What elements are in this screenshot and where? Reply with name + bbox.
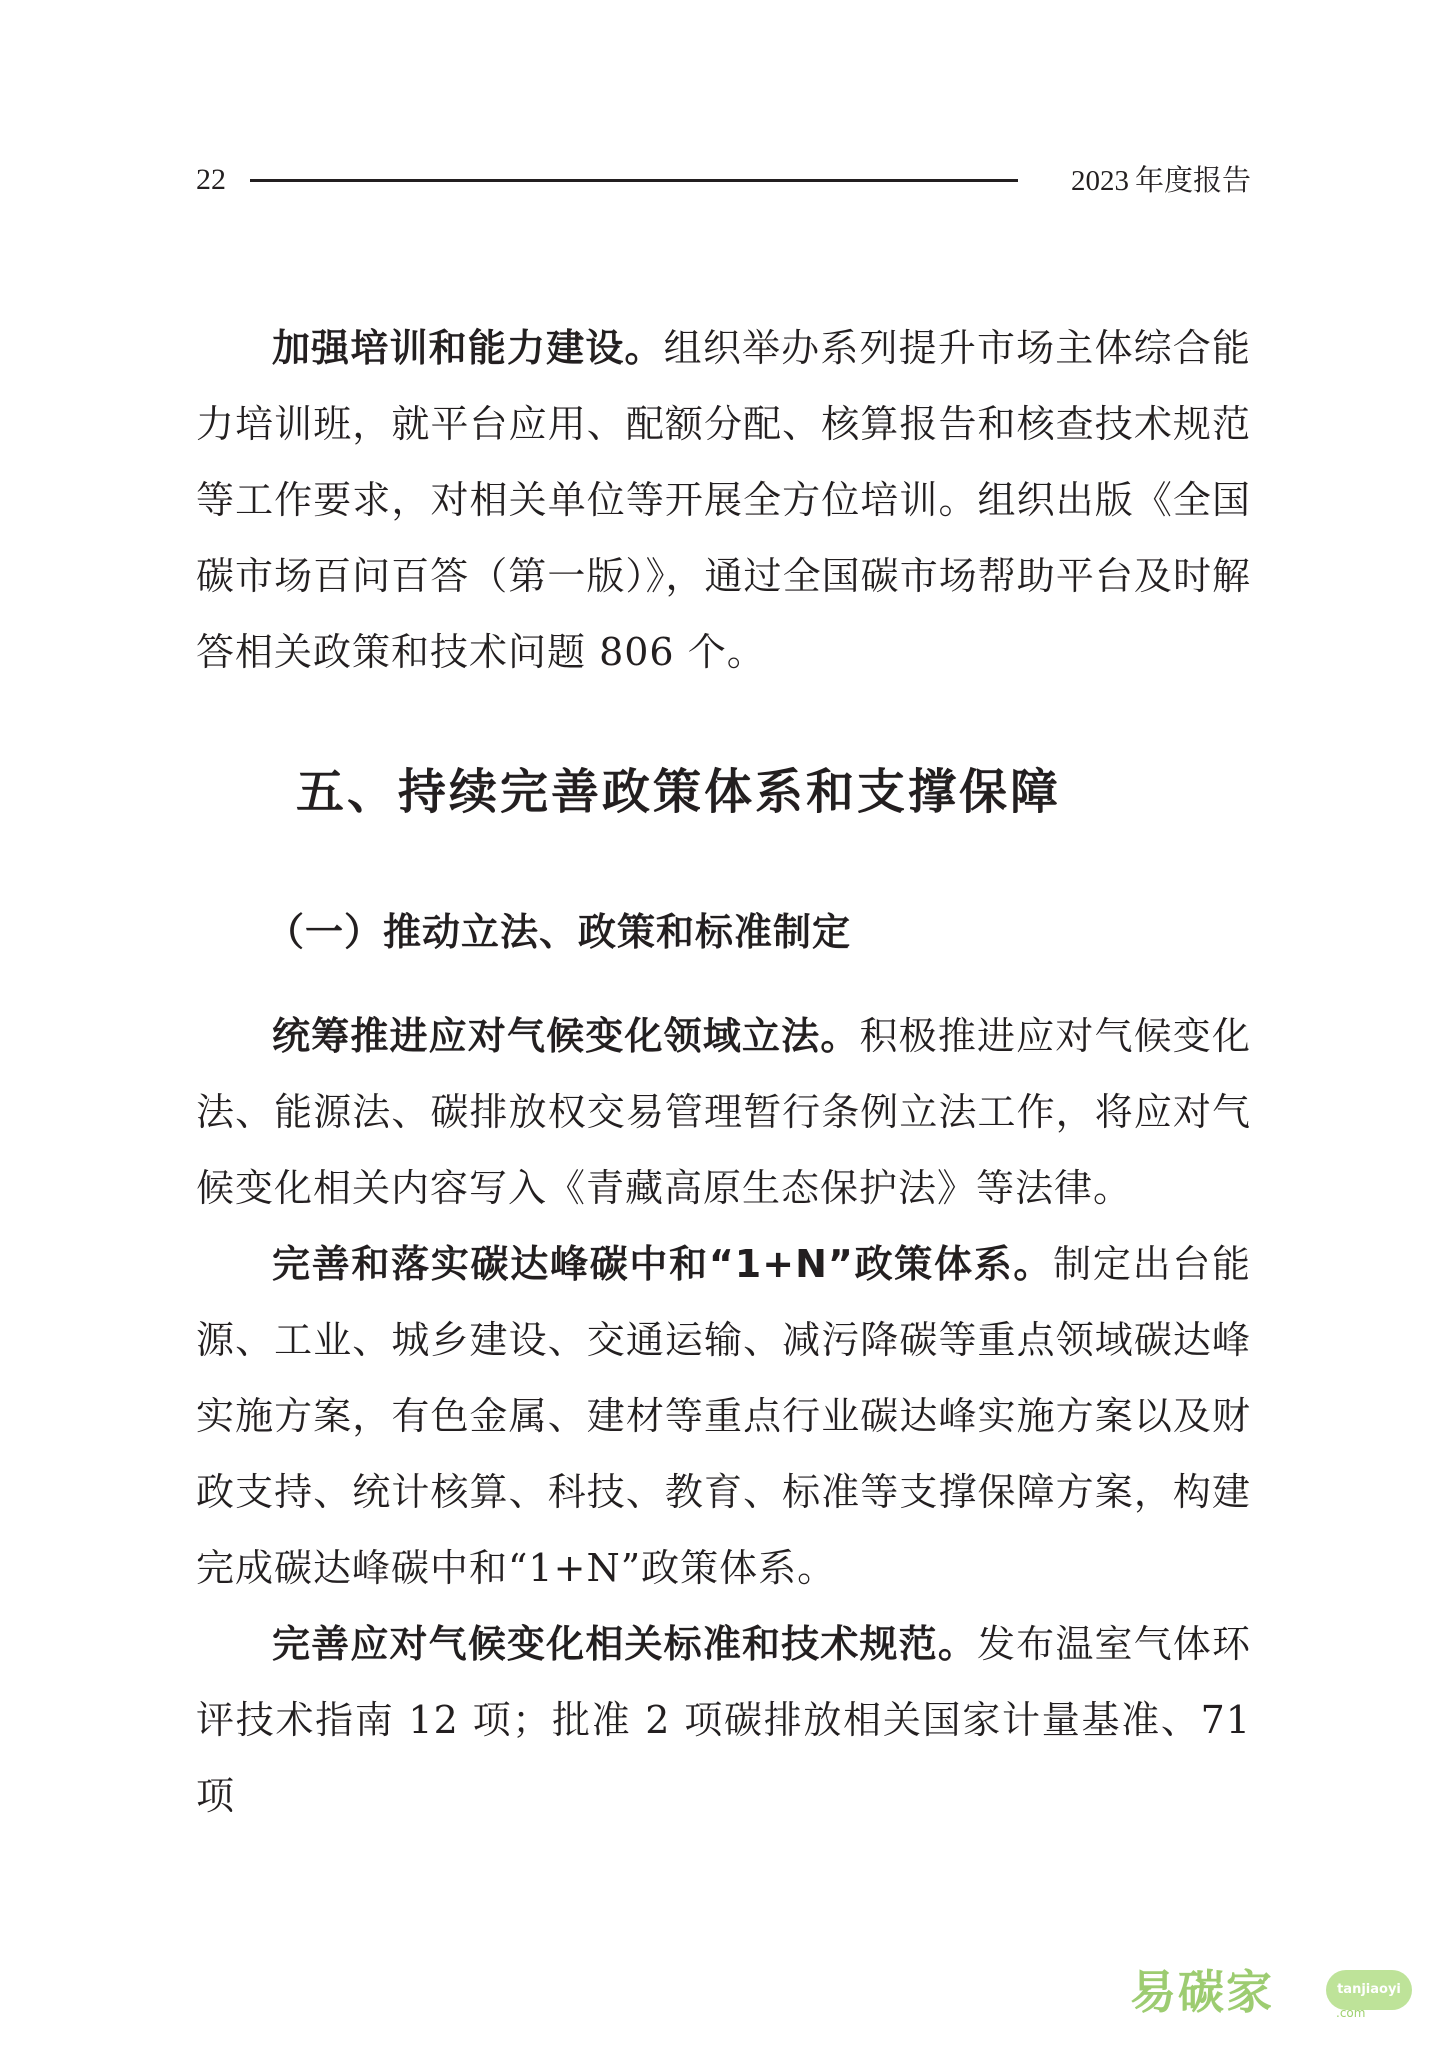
watermark-brand xyxy=(1130,1962,1274,2022)
page-header xyxy=(196,160,1251,204)
watermark-badge: tanjiaoyi xyxy=(1326,1970,1412,2010)
running-header-title xyxy=(1071,162,1251,199)
paragraph-legislation xyxy=(196,998,1251,1226)
watermark-logo xyxy=(1130,1962,1430,2026)
paragraph-lead: 完善应对气候变化相关标准和技术规范。 xyxy=(272,1622,977,1666)
paragraph-lead: 完善和落实碳达峰碳中和“1+N”政策体系。 xyxy=(272,1242,1054,1286)
paragraph-training xyxy=(196,310,1251,690)
report-title: 年度报告 xyxy=(1134,163,1251,197)
paragraph-standards xyxy=(196,1606,1251,1834)
watermark-domain-suffix: .com xyxy=(1336,2006,1366,2020)
document-body xyxy=(196,310,1251,1834)
section-heading: 五、持续完善政策体系和支撑保障 xyxy=(296,764,1062,820)
watermark-brand-cn: 易碳家 xyxy=(1130,1965,1274,2019)
paragraph-policy xyxy=(196,1226,1251,1606)
header-divider xyxy=(250,179,1018,182)
paragraph-lead: 统筹推进应对气候变化领域立法。 xyxy=(272,1014,860,1058)
paragraph-text: 发布温室气体环评技术指南 12 项；批准 2 项碳排放相关国家计量基准、71 项 xyxy=(196,1622,1251,1818)
paragraph-text: 制定出台能源、工业、城乡建设、交通运输、减污降碳等重点领域碳达峰实施方案，有色金属、建材等重点行业碳达峰实施方案以及财政支持、统计核算、科技、教育、标准等支撑保障方案，构建完成碳达峰碳中和“1+N”政策体系。 xyxy=(196,1242,1251,1590)
paragraph-lead: 加强培训和能力建设。 xyxy=(272,326,664,370)
report-year: 2023 xyxy=(1070,165,1129,197)
sub-heading: （一）推动立法、政策和标准制定 xyxy=(266,910,852,954)
paragraph-text: 组织举办系列提升市场主体综合能力培训班，就平台应用、配额分配、核算报告和核查技术规范等工作要求，对相关单位等开展全方位培训。组织出版《全国碳市场百问百答（第一版）》，通过全国碳市场帮助平台及时解答相关政策和技术问题 806 个。 xyxy=(196,326,1251,674)
page-number: 22 xyxy=(196,163,226,196)
paragraph-text: 积极推进应对气候变化法、能源法、碳排放权交易管理暂行条例立法工作，将应对气候变化相关内容写入《青藏高原生态保护法》等法律。 xyxy=(196,1014,1251,1210)
